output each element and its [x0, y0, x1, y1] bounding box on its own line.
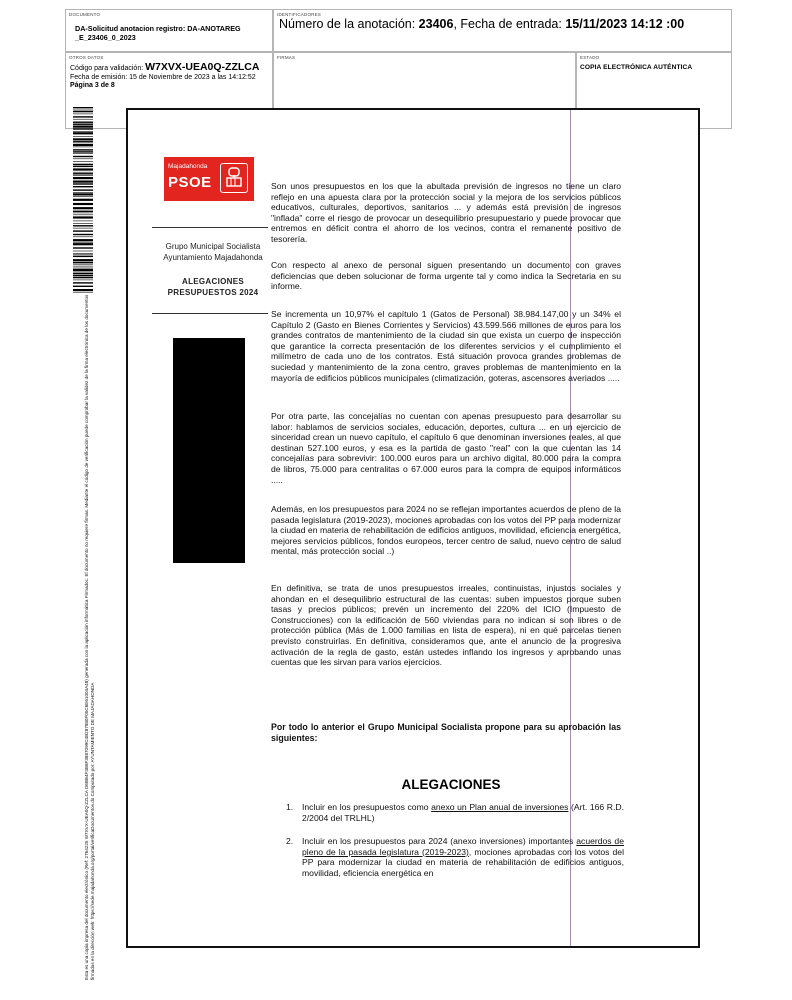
- sidebar-title-line-1: ALEGACIONES: [182, 277, 244, 286]
- redaction-block: [173, 338, 245, 563]
- anotacion-prefix: Número de la anotación:: [279, 17, 419, 31]
- group-line-2: Ayuntamiento Majadahonda: [163, 253, 263, 262]
- list-item-pre: Incluir en los presupuestos para 2024 (anexo inversiones) importantes: [302, 836, 577, 847]
- firmas-label: FIRMAS: [277, 55, 296, 60]
- list-item-text: [302, 802, 624, 823]
- scanned-page: [126, 108, 700, 948]
- otros-datos-label: OTROS DATOS: [69, 55, 104, 60]
- paragraph-5: Además, en los presupuestos para 2024 no se reflejan importantes acuerdos de pleno de la pasada legislatura (2019-2023), mociones aprobadas con los votos del PP para modernizar la ciudad en materia de rehabilitación de edificios antiguos, movilidad, eficiencia energética, mejores servicios públicos, fondos europeos, tercer centro de salud, nuevo centro de salud mental, más protección social ..): [271, 504, 621, 557]
- verification-note: Esta es una copia impresa del documento electrónico (Ref: 2764225 W7XVX-UEA0Q-ZZLCA D6BB4F3B6F3887099C4B287880F05C6E61004A48) generada con la aplicación informática Firmadoc. El documento no requiere firmas. Mediante el código de verificación puede comprobar la validez de la firma electrónica de los documentos firmados en la dirección web: https://sede.majadahonda.org/portal/verificaDocumentos.do Computado por: AYUNTAMIENTO DE MAJADAHONDA: [84, 294, 95, 980]
- fecha-emision: Fecha de emisión: 15 de Noviembre de 2023 a las 14:12:52: [70, 73, 256, 81]
- barcode-image: [73, 107, 93, 293]
- logo-party: PSOE: [168, 174, 212, 191]
- list-item: [286, 802, 624, 823]
- alegaciones-list: [286, 802, 624, 892]
- identificadores-label: IDENTIFICADORES: [277, 12, 322, 17]
- list-item-underlined: anexo un Plan anual de inversiones: [431, 802, 569, 812]
- list-item-number: 1.: [286, 802, 294, 812]
- list-item-post: (Art. 166 R.D. 2/2004 del TRLHL): [302, 802, 624, 823]
- sidebar-title-line-2: PRESUPUESTOS 2024: [167, 288, 259, 297]
- list-item-number: 2.: [286, 836, 294, 847]
- list-item: [286, 836, 624, 878]
- alegaciones-heading: ALEGACIONES: [401, 777, 501, 792]
- estado-label: ESTADO: [580, 55, 600, 60]
- paragraph-3: Se incrementa un 10,97% el capítulo 1 (Gatos de Personal) 38.984.147,00 y un 34% el Capítulo 2 (Gasto en Bienes Corrientes y Servicios) 43.599.566 millones de euros para los grandes contratos de mantenimiento de la ciudad sin que exista un cuerpo de inspección que garantice la correcta presentación de los diferentes servicios y el cumplimiento el milímetro de cada uno de los contratos. Está situación provoca grandes problemas de suciedad y mantenimiento de la zona centro, graves problemas de mantenimiento en la mayoría de edificios públicos municipales (climatización, goteras, ascensores averiados .....: [271, 309, 621, 383]
- anotacion-line: [279, 17, 729, 32]
- paragraph-proposal: Por todo lo anterior el Grupo Municipal Socialista propone para su aprobación las siguientes:: [271, 722, 621, 743]
- pagina-indicator: Página 3 de 8: [70, 82, 115, 89]
- entrada-prefix: , Fecha de entrada:: [453, 17, 566, 31]
- list-item-pre: Incluir en los presupuestos como: [302, 802, 432, 812]
- logo-city: Majadahonda: [168, 163, 208, 170]
- list-item-text: [302, 836, 624, 878]
- group-name: [148, 241, 278, 263]
- group-line-1: Grupo Municipal Socialista: [165, 242, 261, 251]
- validacion-prefix: Código para validación:: [70, 65, 146, 72]
- identificadores-cell: [273, 9, 732, 52]
- sidebar-rule-top: [152, 227, 268, 228]
- estado-value: COPIA ELECTRÓNICA AUTÉNTICA: [580, 64, 693, 71]
- list-item-underlined: acuerdos de pleno de la pasada legislatura (2019-2023): [302, 836, 624, 857]
- paragraph-2: Con respecto al anexo de personal siguen presentando un documento con graves deficiencias que deben solucionar de forma urgente tal y como indica la Secretaria en su informe.: [271, 260, 621, 292]
- list-item-post: , mociones aprobadas con los votos del PP para modernizar la ciudad en materia de rehabilitación de edificios antiguos, movilidad, eficiencia energética en: [302, 846, 624, 878]
- paragraph-4: Por otra parte, las concejalías no cuentan con apenas presupuesto para desarrollar su labor: hablamos de servicios sociales, educación, deportes, cultura ... en un ejercicio de sinceridad crean un nuevo capítulo, el capítulo 6 que denominan inversiones reales, al que destinan 527.100 euros, y esa es la partida de gasto "real" con la que cuentan las 14 concejalías para sobrevivir: 100.000 euros para un archivo digital, 80.000 para la compra de libros, 75.000 para centralitas o 67.000 euros para la compra de equipos informáticos .....: [271, 411, 621, 485]
- rose-fist-icon: [220, 163, 248, 193]
- validacion-code: W7XVX-UEA0Q-ZZLCA: [145, 61, 260, 73]
- entrada-date: 15/11/2023 14:12 :00: [565, 17, 685, 31]
- psoe-logo: [164, 157, 254, 201]
- paragraph-1: Son unos presupuestos en los que la abultada previsión de ingresos no tiene un claro reflejo en una apuesta clara por la protección social y la mejora de los servicios públicos educativos, culturales, deportivos, sanitarios ... y además está previsión de ingresos "inflada" corre el riesgo de provocar un desequilibrio presupuestario y puede provocar que entremos en déficit contra el ahorro de los vecinos, contra el remanente positivo de tesorería.: [271, 181, 621, 244]
- documento-label: DOCUMENTO: [69, 12, 101, 17]
- anotacion-number: 23406: [418, 17, 454, 31]
- documento-cell: [65, 9, 273, 52]
- sidebar-title: [148, 276, 278, 298]
- validacion-block: [70, 63, 272, 91]
- sidebar-rule-bottom: [152, 313, 268, 314]
- documento-value: DA-Solicitud anotacion registro: DA-ANOTAREG _E_23406_0_2023: [75, 24, 241, 42]
- paragraph-6: En definitiva, se trata de unos presupuestos irreales, continuistas, injustos sociales y ahondan en el desequilibrio estructural de las cuentas: suben impuestos porque suben tasas y precios públicos; prevén un incremento del 220% del ICIO (Impuesto de Construcciones) con la edificación de 560 viviendas para no indican si son libres o de protección pública (Más de 1.000 familias en lista de espera), ni en qué parcelas tienen previsto construirlas. En definitiva, consideramos que, ante el anuncio de la progresiva activación de la regla de gasto, están ustedes inflando los ingresos y aprobando unas cuentas que les sirvan para varios ejercicios.: [271, 583, 621, 668]
